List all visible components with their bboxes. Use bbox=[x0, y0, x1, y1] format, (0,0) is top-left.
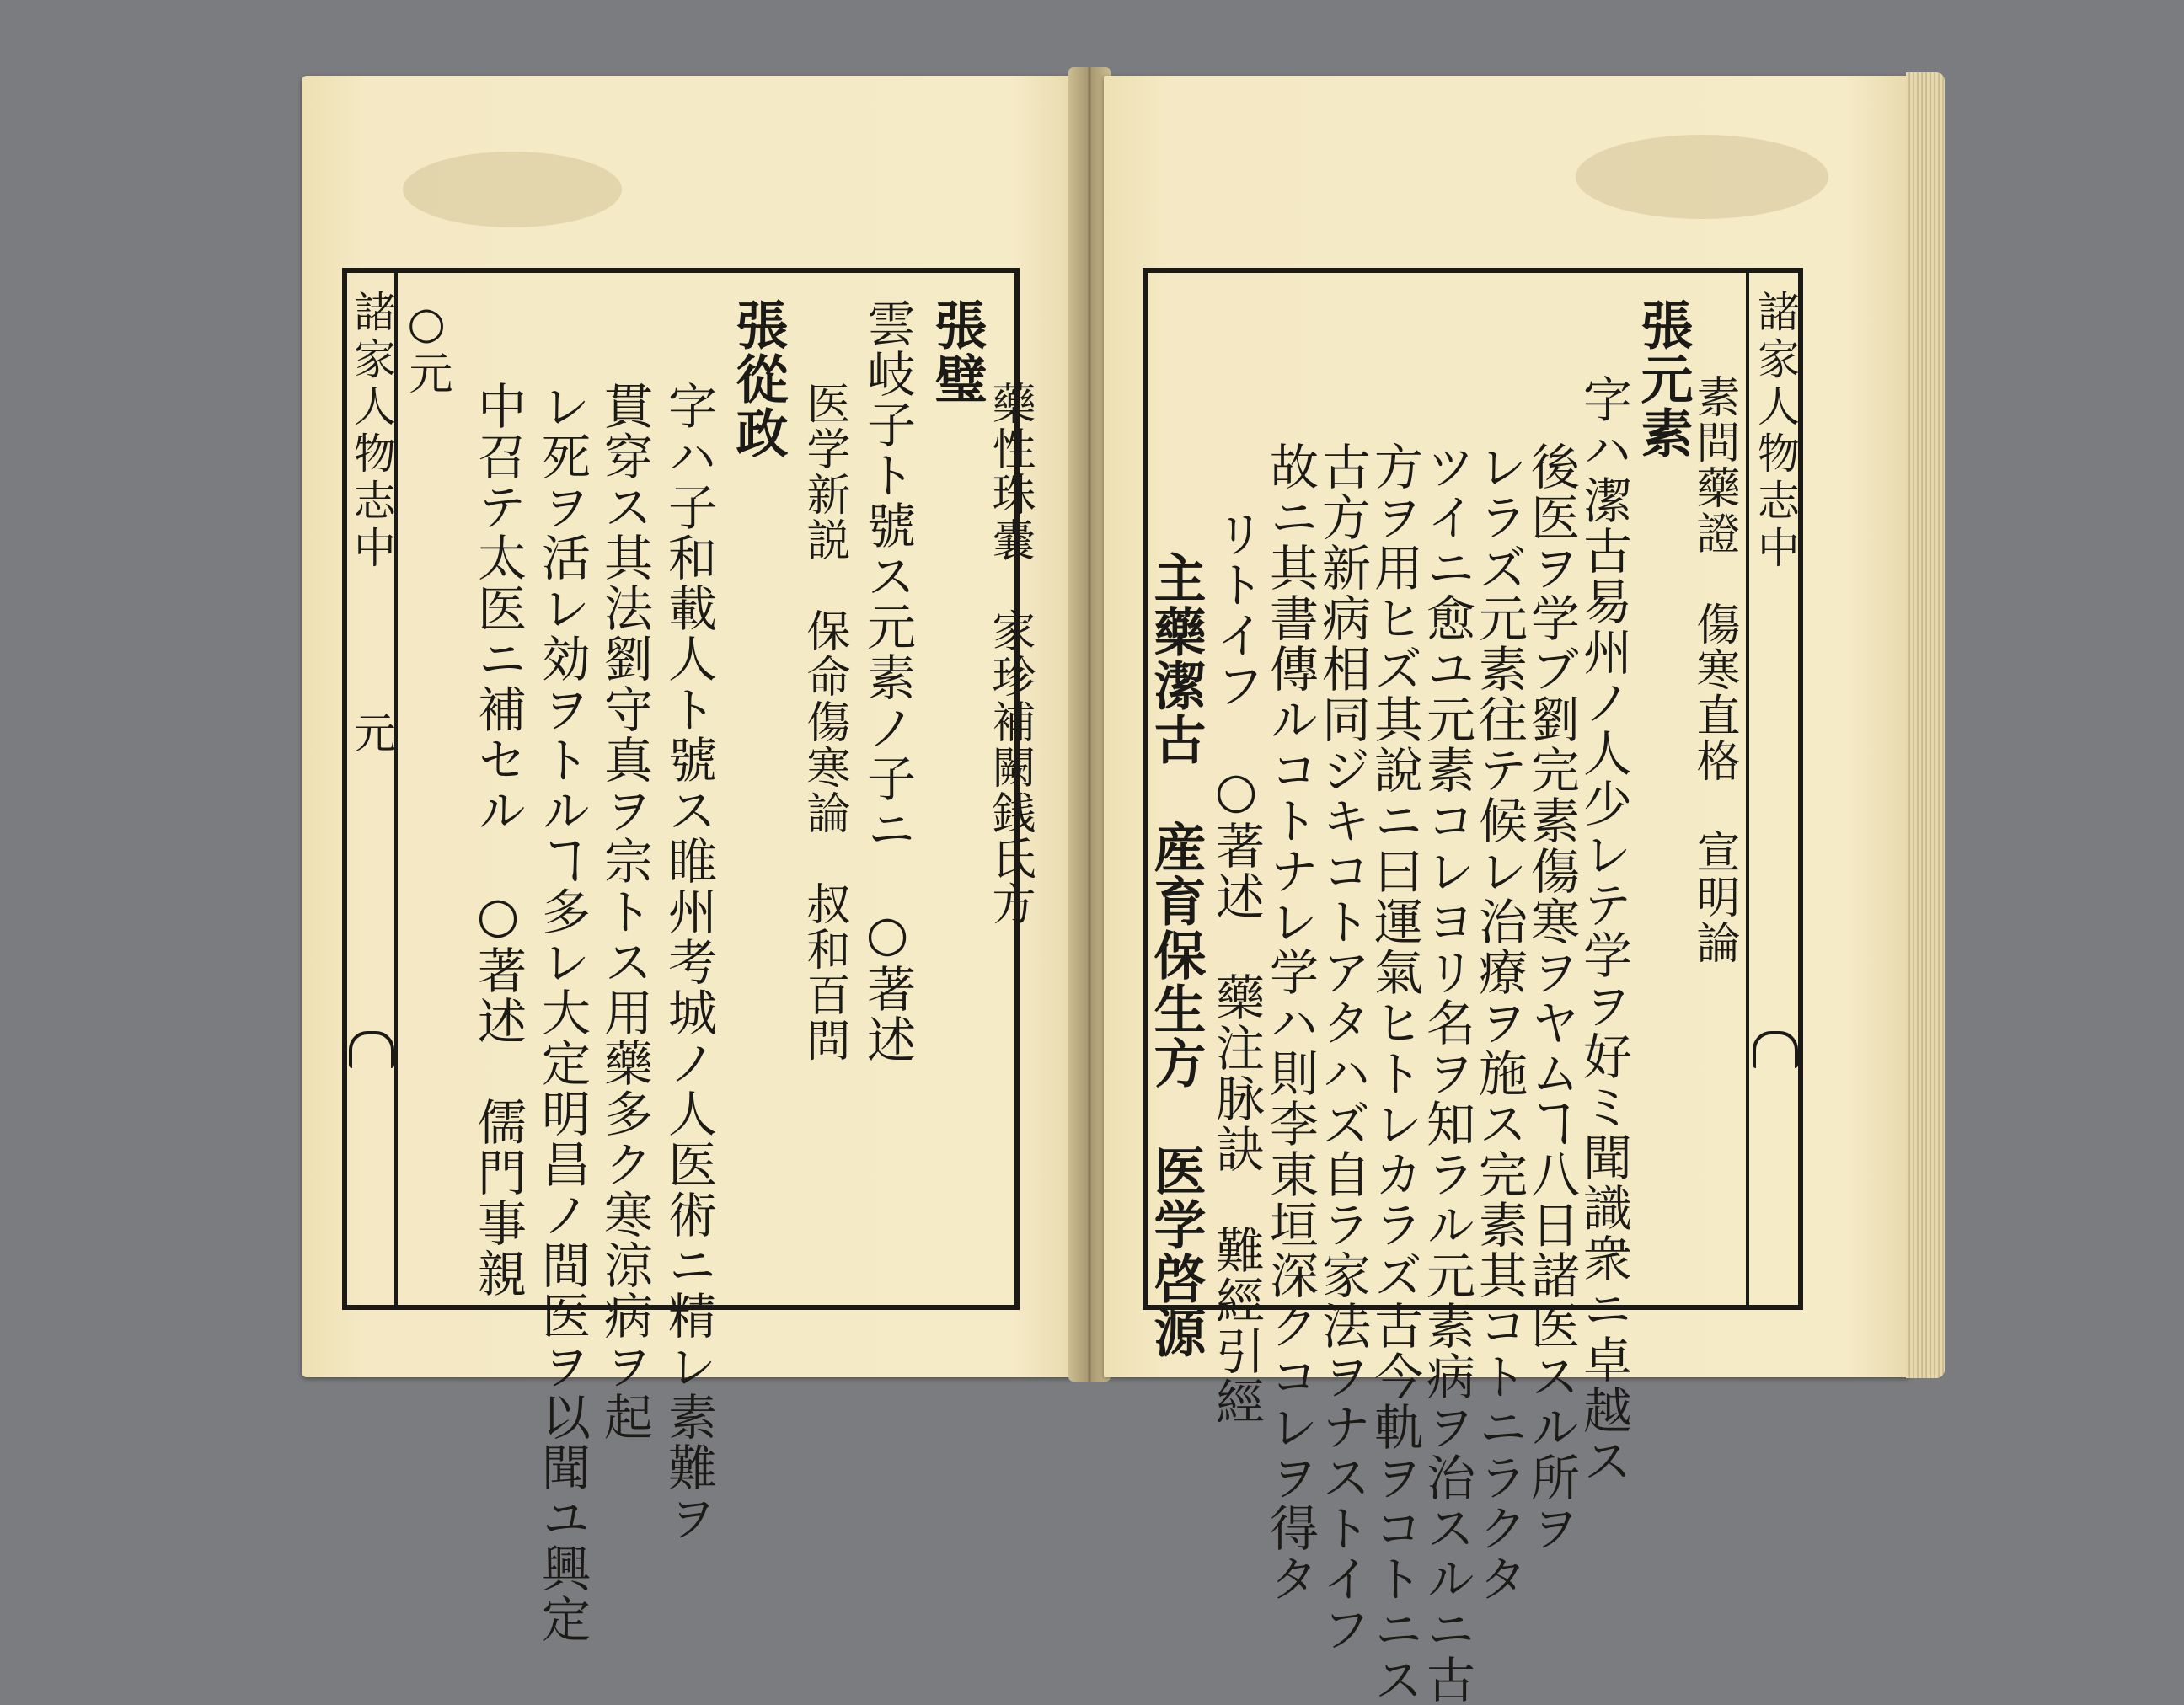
text-column: 張元素 bbox=[1632, 298, 1694, 460]
left-page bbox=[302, 76, 1075, 1644]
left-page-frame bbox=[342, 268, 1035, 1644]
page-edges bbox=[1906, 72, 1945, 1378]
right-page bbox=[1104, 76, 1911, 1705]
fish-tail-mark bbox=[349, 1031, 394, 1068]
text-column: 主藥潔古 産育保生方 医学啓源 bbox=[1145, 551, 1207, 1360]
text-column: レラズ元素往テ候レ治療ヲ施ス完素其コトニラクタ bbox=[1470, 441, 1528, 1604]
text-column: リトイフ ○著述 藥注脉訣 難經引經 bbox=[1207, 509, 1265, 1427]
text-column: 字ハ潔古易州ノ人少レテ学ヲ好ミ聞識衆ニ卓越ス bbox=[1575, 374, 1632, 1486]
left-margin-section: 元 bbox=[347, 711, 396, 753]
text-column: 雲岐子ト號ス元素ノ子ニ ○著述 bbox=[859, 298, 916, 1065]
right-margin-title: 諸家人物志中 bbox=[1751, 290, 1800, 573]
text-column: 字ハ子和載人ト號ス睢州考城ノ人医術ニ精レ素難ヲ bbox=[660, 381, 717, 1543]
text-column: 素問藥證 傷寒直格 宣明論 bbox=[1689, 374, 1739, 965]
text-column: 中召テ太医ニ補セル ○著述 儒門事親 bbox=[469, 381, 527, 1299]
left-margin-title: 諸家人物志中 bbox=[347, 290, 396, 573]
text-column: 張從政 bbox=[727, 298, 789, 460]
text-column: 貫穿ス其法劉守真ヲ宗トス用藥多ク寒涼病ヲ起 bbox=[596, 381, 653, 1442]
text-column: ○元 bbox=[401, 298, 452, 396]
text-column: 藥性珠嚢 家珍補闕銭氏方 bbox=[984, 381, 1035, 927]
text-column: ツイニ愈ユ元素コレヨリ名ヲ知ラル元素病ヲ治スルニ古 bbox=[1418, 441, 1475, 1705]
text-column: レ死ヲ活レ効ヲトルヿ多レ大定明昌ノ間医ヲ以聞ユ興定 bbox=[533, 381, 591, 1644]
text-column: 後医ヲ学ブ劉完素傷寒ヲヤムヿ八日諸医スル所ヲ bbox=[1523, 441, 1580, 1553]
right-page-frame bbox=[1143, 268, 1803, 1705]
open-book bbox=[297, 61, 1946, 1705]
text-column: 古方新病相同ジキコトアタハズ自ラ家法ヲナストイフ bbox=[1314, 441, 1371, 1654]
text-column: 故ニ其書傳ルコトナレ学ハ則李東垣深クコレヲ得タ bbox=[1261, 441, 1319, 1604]
text-column: 張璧 bbox=[926, 298, 988, 406]
text-column: 医学新説 保命傷寒論 叔和百問 bbox=[799, 381, 849, 1063]
text-column: 方ヲ用ヒズ其說ニ曰運氣ヒトレカラズ古今軌ヲコトニス bbox=[1366, 441, 1423, 1705]
fish-tail-mark bbox=[1753, 1031, 1798, 1068]
